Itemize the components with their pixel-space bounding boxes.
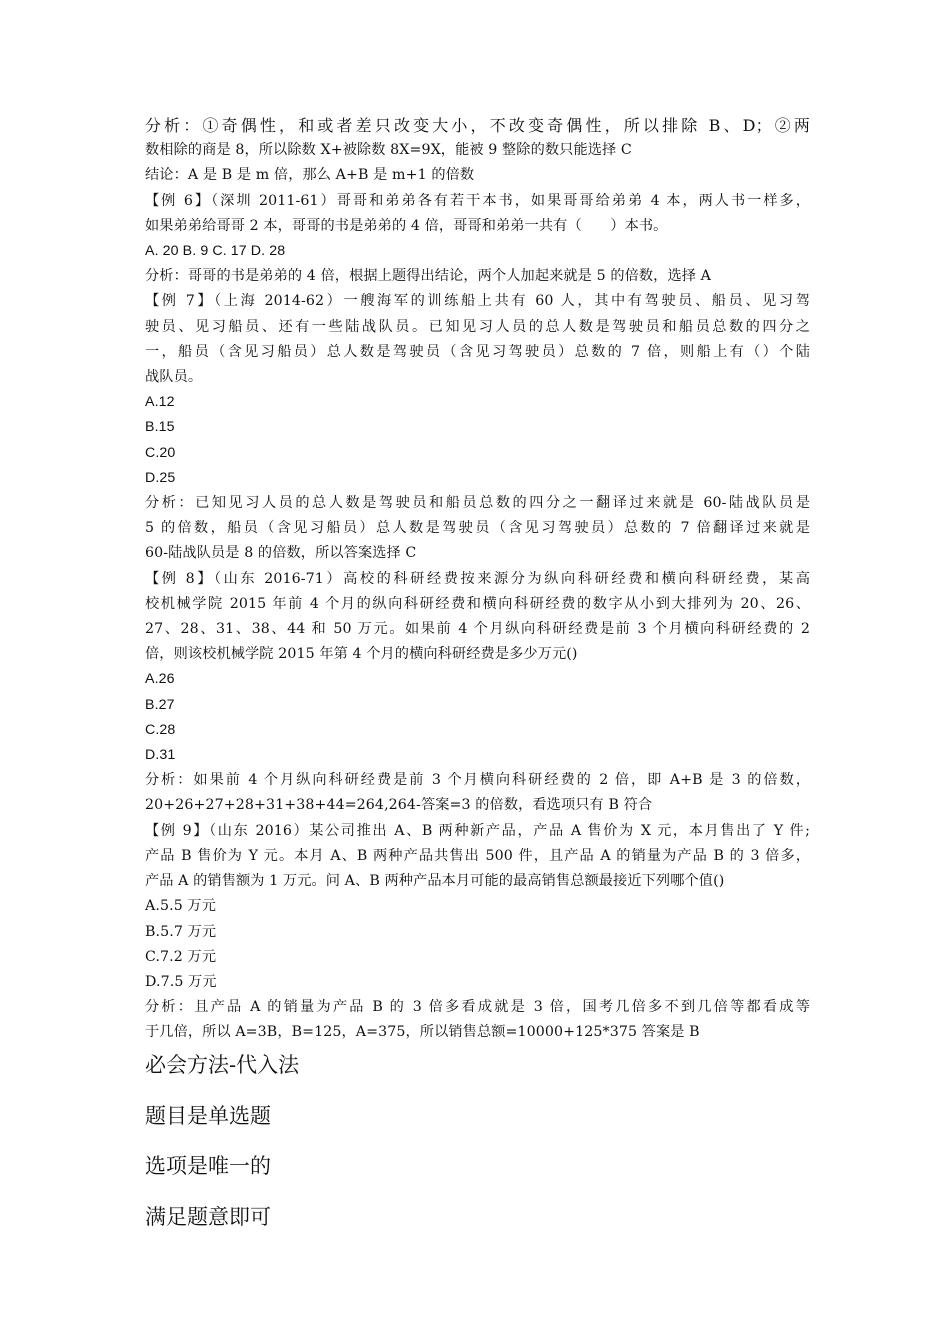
conclusion: 结论：A 是 B 是 m 倍，那么 A+B 是 m+1 的倍数	[145, 167, 475, 184]
example9-analysis-2: 于几倍，所以 A=3B，B=125，A=375，所以销售总额=10000+125*375 答案是 B	[145, 1024, 700, 1041]
example9-option-d: D.7.5 万元	[145, 973, 217, 990]
analysis-prev-line-2: 数相除的商是 8，所以除数 X+被除数 8X=9X，能被 9 整除的数只能选择 C	[145, 142, 632, 159]
example8-option-b: B.27	[145, 696, 175, 713]
example7-option-b: B.15	[145, 419, 175, 436]
example8-analysis-2: 20+26+27+28+31+38+44=264,264-答案=3 的倍数，看选项只有 B 符合	[145, 797, 653, 814]
example8-option-a: A.26	[145, 671, 175, 688]
heading-single-choice: 题目是单选题	[145, 1103, 271, 1128]
heading-substitution-method: 必会方法-代入法	[145, 1053, 300, 1077]
example8-analysis-1: 分析：如果前 4 个月纵向科研经费是前 3 个月横向科研经费的 2 倍，即 A+B 是 3 的倍数，	[145, 772, 810, 789]
example7-line-1: 【例 7】（上海 2014-62）一艘海军的训练船上共有 60 人，其中有驾驶员、船员、见习驾	[145, 293, 810, 310]
method-headings	[145, 1040, 810, 1242]
heading-unique-option: 选项是唯一的	[145, 1154, 271, 1178]
example9-line-1: 【例 9】（山东 2016）某公司推出 A、B 两种新产品，产品 A 售价为 X 元，本月售出了 Y 件;	[145, 822, 810, 839]
example7-option-d: D.25	[145, 469, 176, 486]
example7-analysis-1: 分析：已知见习人员的总人数是驾驶员和船员总数的四分之一翻译过来就是 60-陆战队员是	[145, 495, 810, 512]
example6-analysis: 分析：哥哥的书是弟弟的 4 倍，根据上题得出结论，两个人加起来就是 5 的倍数，选择 A	[145, 268, 712, 285]
example8-line-2: 校机械学院 2015 年前 4 个月的纵向科研经费和横向科研经费的数字从小到大排列为 20、26、	[145, 595, 810, 612]
example9-option-b: B.5.7 万元	[145, 923, 217, 940]
example6-line-2: 如果弟弟给哥哥 2 本，哥哥的书是弟弟的 4 倍，哥哥和弟弟一共有（ ）本书。	[145, 217, 668, 234]
analysis-prev-line-1: 分析：①奇偶性，和或者差只改变大小，不改变奇偶性，所以排除 B、D；②两	[145, 116, 810, 135]
example9-analysis-1: 分析：且产品 A 的销量为产品 B 的 3 倍多看成就是 3 倍，国考几倍多不到几倍等都看成等	[145, 999, 810, 1016]
example7-option-c: C.20	[145, 444, 176, 461]
example8-option-d: D.31	[145, 747, 176, 764]
example7-analysis-2: 5 的倍数，船员（含见习船员）总人数是驾驶员（含见习驾驶员）总数的 7 倍翻译过来就是	[145, 520, 810, 537]
example7-line-2: 驶员、见习船员、还有一些陆战队员。已知见习人员的总人数是驾驶员和船员总数的四分之	[145, 318, 810, 335]
example6-options: A. 20 B. 9 C. 17 D. 28	[145, 243, 286, 260]
example6-line-1: 【例 6】（深圳 2011-61）哥哥和弟弟各有若干本书，如果哥哥给弟弟 4 本，两人书一样多，	[145, 192, 810, 209]
example9-line-2: 产品 B 售价为 Y 元。本月 A、B 两种产品共售出 500 件，且产品 A 的销量为产品 B 的 3 倍多，	[145, 847, 810, 864]
example9-option-c: C.7.2 万元	[145, 948, 217, 965]
example8-line-4: 倍，则该校机械学院 2015 年第 4 个月的横向科研经费是多少万元()	[145, 646, 578, 663]
example8-line-3: 27、28、31、38、44 和 50 万元。如果前 4 个月纵向科研经费是前 3 个月横向科研经费的 2	[145, 621, 810, 638]
example7-option-a: A.12	[145, 394, 175, 411]
example9-option-a: A.5.5 万元	[145, 898, 217, 915]
example8-line-1: 【例 8】（山东 2016-71）高校的科研经费按来源分为纵向科研经费和横向科研经费，某高	[145, 570, 810, 587]
example7-line-4: 战队员。	[145, 369, 203, 386]
heading-satisfy-condition: 满足题意即可	[145, 1204, 271, 1229]
document-body	[145, 113, 810, 1046]
example8-option-c: C.28	[145, 721, 176, 738]
example9-line-3: 产品 A 的销售额为 1 万元。问 A、B 两种产品本月可能的最高销售总额最接近下列哪个值()	[145, 873, 725, 890]
example7-analysis-3: 60-陆战队员是 8 的倍数，所以答案选择 C	[145, 545, 417, 562]
example7-line-3: 一，船员（含见习船员）总人数是驾驶员（含见习驾驶员）总数的 7 倍，则船上有（）个陆	[145, 343, 810, 360]
